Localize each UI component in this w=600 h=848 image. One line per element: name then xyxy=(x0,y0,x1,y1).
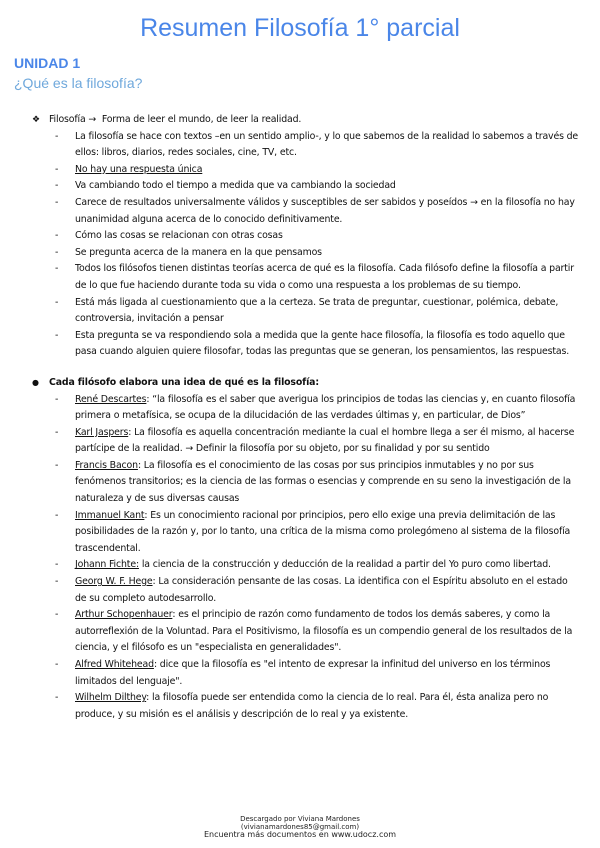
section1-lead xyxy=(32,112,580,129)
list-item: - La filosofía se hace con textos –en un sentido amplio-, y lo que sabemos de la realidad lo sabemos a través de ellos: libros, diarios, redes sociales, cine, TV, etc. xyxy=(55,130,579,159)
philosopher-name: Johann Fichte: xyxy=(75,559,139,571)
philosopher-name: Alfred Whitehead xyxy=(75,659,154,670)
list-item: - Está más ligada al cuestionamiento que a la certeza. Se trata de preguntar, cuestionar, polémica, debate, controversia, invitación a pensar xyxy=(55,296,559,325)
section1-list xyxy=(32,129,580,361)
document-body xyxy=(32,112,580,723)
download-footer xyxy=(0,815,600,839)
section2-heading: Cada filósofo elabora una idea de qué es la filosofía: xyxy=(49,376,319,388)
list-item: - Immanuel Kant: Es un conocimiento racional por principios, pero ello exige una previa delimitación de las posibilidades de la razón y, por lo tanto, una crítica de la misma como prolegómeno al sistema de la filosofía trascendental. xyxy=(55,509,571,554)
philosopher-name: Karl Jaspers xyxy=(75,426,129,438)
footer-email: (vivianamardones85@gmail.com) xyxy=(240,823,360,831)
list-item: - Va cambiando todo el tiempo a medida que va cambiando la sociedad xyxy=(55,180,396,192)
list-item: - Carece de resultados universalmente válidos y susceptibles de ser sabidos y poseídos → en la filosofía no hay unanimidad alguna acerca de lo conocido definitivamente. xyxy=(55,196,575,225)
list-item: - Esta pregunta se va respondiendo sola a medida que la gente hace filosofía, la filosofía es todo aquello que pasa cuando alguien quiere filosofar, todas las preguntas que se generan, los pensamientos, las respuestas. xyxy=(55,329,570,358)
list-item: - Cómo las cosas se relacionan con otras cosas xyxy=(55,230,283,242)
list-item: - Se pregunta acerca de la manera en la que pensamos xyxy=(55,246,322,258)
list-item: - Georg W. F. Hege: La consideración pensante de las cosas. La identifica con el Espíritu absoluto en el estado de su completo autodesarrollo. xyxy=(55,576,568,604)
list-item: - No hay una respuesta única xyxy=(55,163,203,175)
list-item: - René Descartes: “la filosofía es el saber que averigua los principios de todas las ciencias y, en cuanto filosofía primera o metafísica, se ocupa de la dilucidación de las verdades últimas y, en particular, de Dios” xyxy=(55,393,576,422)
list-item: - Arthur Schopenhauer: es el principio de razón como fundamento de todos los demás saberes, y como la autorreflexión de la Voluntad. Para el Positivismo, la filosofía es un compendio general de los resultados de la ciencia, y el filósofo es un "especialista en generalidades". xyxy=(55,609,573,654)
list-item: - Johann Fichte: la ciencia de la construcción y deducción de la realidad a partir del Yo puro como libertad. xyxy=(55,559,551,571)
philosophers-list xyxy=(32,392,580,724)
list-item: - Alfred Whitehead: dice que la filosofía es "el intento de expresar la infinitud del universo en los términos limitados del lenguaje". xyxy=(55,659,551,687)
philosopher-name: Arthur Schopenhauer xyxy=(75,609,173,621)
philosopher-name: René Descartes xyxy=(75,393,147,405)
footer-website-link[interactable]: Encuentra más documentos en www.udocz.com xyxy=(203,830,397,839)
section-question: ¿Qué es la filosofía? xyxy=(14,75,143,91)
philosopher-name: Francis Bacon xyxy=(75,459,138,471)
philosopher-name: Immanuel Kant xyxy=(75,509,145,521)
footer-downloaded-by: Descargado por Viviana Mardones xyxy=(240,815,360,823)
philosopher-name: Wilhelm Dilthey xyxy=(75,692,147,704)
list-item: - Karl Jaspers: La filosofía es aquella concentración mediante la cual el hombre llega a ser él mismo, al hacerse partícipe de la realidad. → Definir la filosofía por su objeto, por su finalidad y por su sentido xyxy=(55,426,575,455)
diamond-bullet-icon: ❖ xyxy=(32,115,40,125)
list-item: - Francis Bacon: La filosofía es el conocimiento de las cosas por sus principios inmutables y no por sus fenómenos transitorios; es la ciencia de las formas o esencias y comprende en su seno la investigación de la naturaleza y de sus diversas causas xyxy=(55,459,571,505)
philosopher-name: Georg W. F. Hege xyxy=(75,576,153,588)
round-bullet-icon: ● xyxy=(32,377,39,387)
lead-definition: Forma de leer el mundo, de leer la realidad. xyxy=(101,114,302,125)
lead-term: Filosofía xyxy=(49,114,86,125)
list-item: - Wilhelm Dilthey: la filosofía puede ser entendida como la ciencia de lo real. Para él, ésta analiza pero no produce, y su misión es el análisis y descripción de lo real y ya existente. xyxy=(55,692,549,720)
list-item: - Todos los filósofos tienen distintas teorías acerca de qué es la filosofía. Cada filósofo define la filosofía a partir de lo que fue haciendo durante toda su vida o como una respuesta a los problemas de su tiempo. xyxy=(55,263,574,291)
arrow-icon: → xyxy=(88,114,97,125)
page-title: Resumen Filosofía 1° parcial xyxy=(140,14,460,42)
section2-heading-row xyxy=(32,375,580,392)
unit-heading: UNIDAD 1 xyxy=(14,55,81,71)
